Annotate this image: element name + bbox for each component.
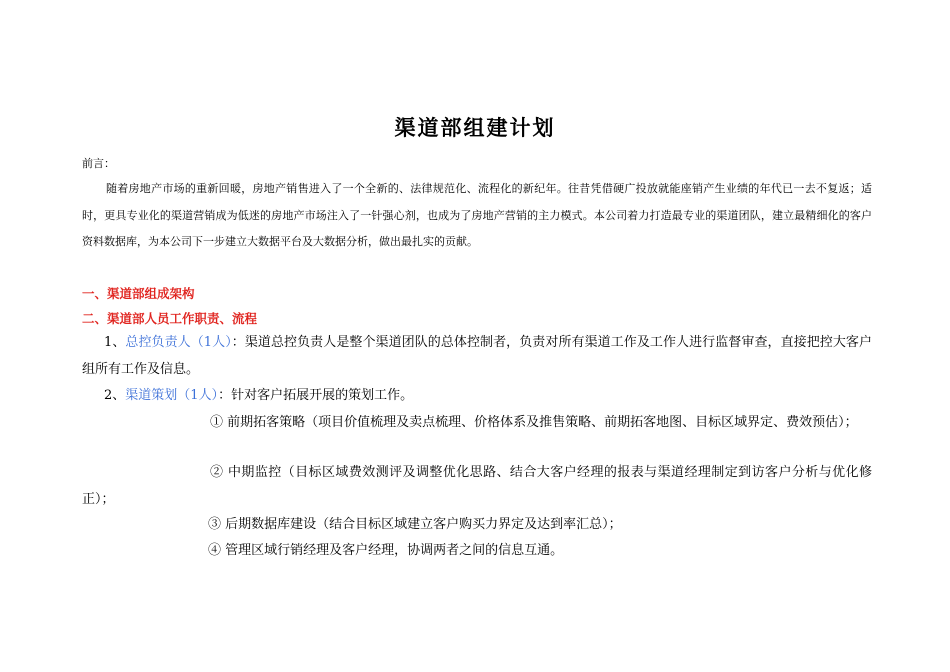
sub-item-early-strategy: ① 前期拓客策略（项目价值梳理及卖点梳理、价格体系及推售策略、前期拓客地图、目标区域界定、费效预估）；: [210, 415, 858, 430]
sub-item-management: ④ 管理区域行销经理及客户经理，协调两者之间的信息互通。: [208, 543, 564, 558]
item-number: 2、: [104, 388, 126, 403]
role-description: ：针对客户拓展开展的策划工作。: [218, 388, 414, 403]
duty-item-general-manager: [82, 329, 872, 383]
item-number: 1、: [104, 335, 126, 350]
role-description: ：渠道总控负责人是整个渠道团队的总体控制者，负责对所有渠道工作及工作人进行监督审查，直接把控大客户组所有工作及信息。: [82, 335, 872, 377]
role-label: 渠道策划（1人）: [125, 388, 219, 403]
intro-paragraph: 随着房地产市场的重新回暖，房地产销售进入了一个全新的、法律规范化、流程化的新纪年。往昔凭借硬广投放就能座销产生业绩的年代已一去不复返；适时，更具专业化的渠道营销成为低迷的房地产市场注入了一针强心剂，也成为了房地产营销的主力模式。本公司着力打造最专业的渠道团队，建立最精细化的客户资料数据库，为本公司下一步建立大数据平台及大数据分析，做出最扎实的贡献。: [82, 182, 872, 248]
section-heading-structure: 一、渠道部组成架构: [82, 286, 195, 301]
document-title: 渠道部组建计划: [394, 115, 556, 140]
role-label: 总控负责人（1人）: [125, 335, 232, 350]
section-heading-duties: 二、渠道部人员工作职责、流程: [82, 311, 258, 326]
preface-label: 前言：: [82, 157, 115, 170]
duty-item-planner: [82, 382, 872, 409]
sub-item-database: ③ 后期数据库建设（结合目标区域建立客户购买力界定及达到率汇总）；: [208, 517, 622, 532]
sub-item-mid-monitoring: ② 中期监控（目标区域费效测评及调整优化思路、结合大客户经理的报表与渠道经理制定到访客户分析与优化修正）；: [82, 465, 872, 507]
